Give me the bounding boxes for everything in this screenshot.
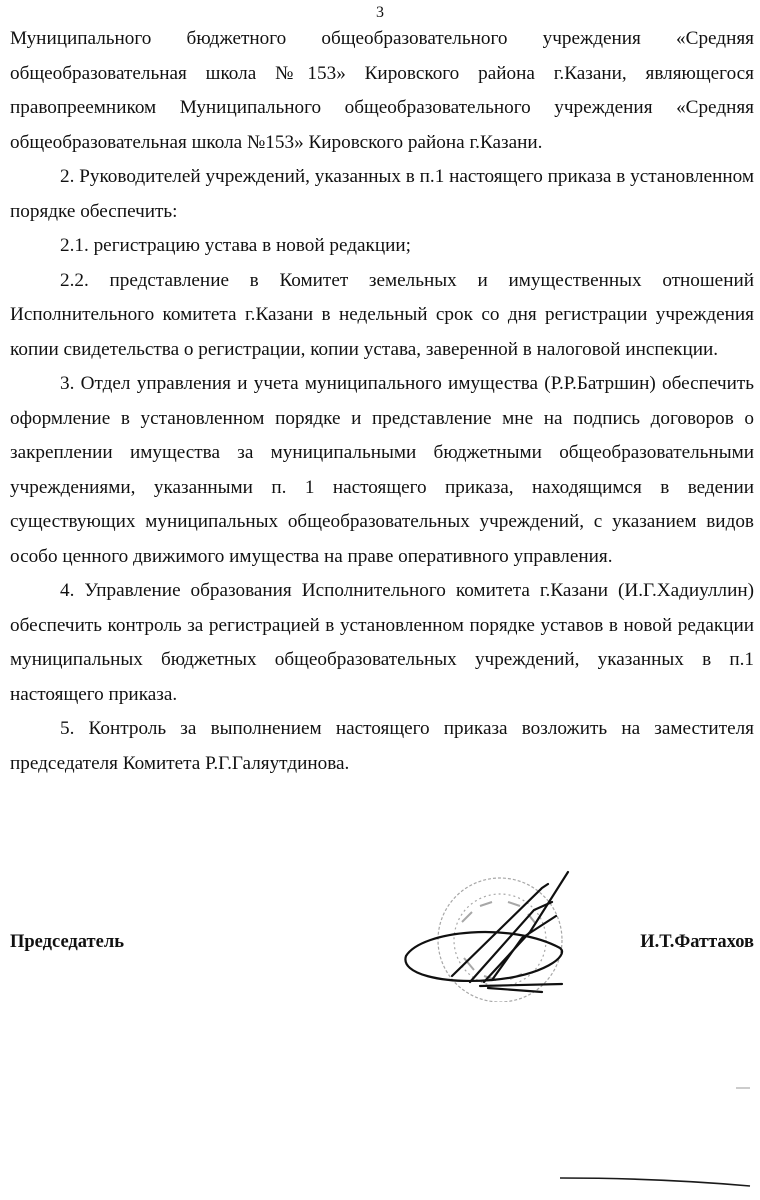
signatory-title: Председатель [10, 932, 124, 952]
paragraph-item-3: 3. Отдел управления и учета муниципального имущества (Р.Р.Батршин) обеспечить оформление в установленном порядке и представление мне на подпись договоров о закреплении имущества за муниципальными бюджетными общеобразовательными учреждениями, указанными п. 1 настоящего приказа, находящимся в ведении существующих муниципальных общеобразовательных учреждений, с указанием видов особо ценного движимого имущества на праве оперативного управления. [10, 373, 754, 567]
scan-edge-line [560, 1176, 760, 1190]
paragraph-item-4: 4. Управление образования Исполнительного комитета г.Казани (И.Г.Хадиуллин) обеспечить контроль за регистрацией в установленном порядке уставов в новой редакции муниципальных бюджетных общеобразовательных учреждений, указанных в п.1 настоящего приказа. [10, 580, 754, 705]
scan-dash-mark [736, 1086, 752, 1090]
paragraph-item-2-2: 2.2. представление в Комитет земельных и имущественных отношений Исполнительного комитета г.Казани в недельный срок со дня регистрации учреждения копии свидетельства о регистрации, копии устава, заверенной в налоговой инспекции. [10, 269, 754, 360]
paragraph-item-2: 2. Руководителей учреждений, указанных в п.1 настоящего приказа в установленном порядке обеспечить: [10, 166, 755, 222]
document-body [10, 22, 754, 781]
paragraph-item-2-1: 2.1. регистрацию устава в новой редакции; [60, 235, 412, 256]
paragraph-item-5: 5. Контроль за выполнением настоящего приказа возложить на заместителя председателя Комитета Р.Г.Галяутдинова. [10, 718, 754, 774]
signatory-name: И.Т.Фаттахов [640, 932, 754, 952]
official-stamp-and-signature [392, 852, 572, 1002]
signature-block [10, 932, 754, 962]
paragraph-continuation: Муниципального бюджетного общеобразовательного учреждения «Средняя общеобразовательная школа №153» Кировского района г.Казани, являющегося правопреемником Муниципального общеобразовательного учреждения «Средняя общеобразовательная школа №153» Кировского района г.Казани. [10, 28, 754, 153]
page-number: 3 [376, 4, 384, 21]
